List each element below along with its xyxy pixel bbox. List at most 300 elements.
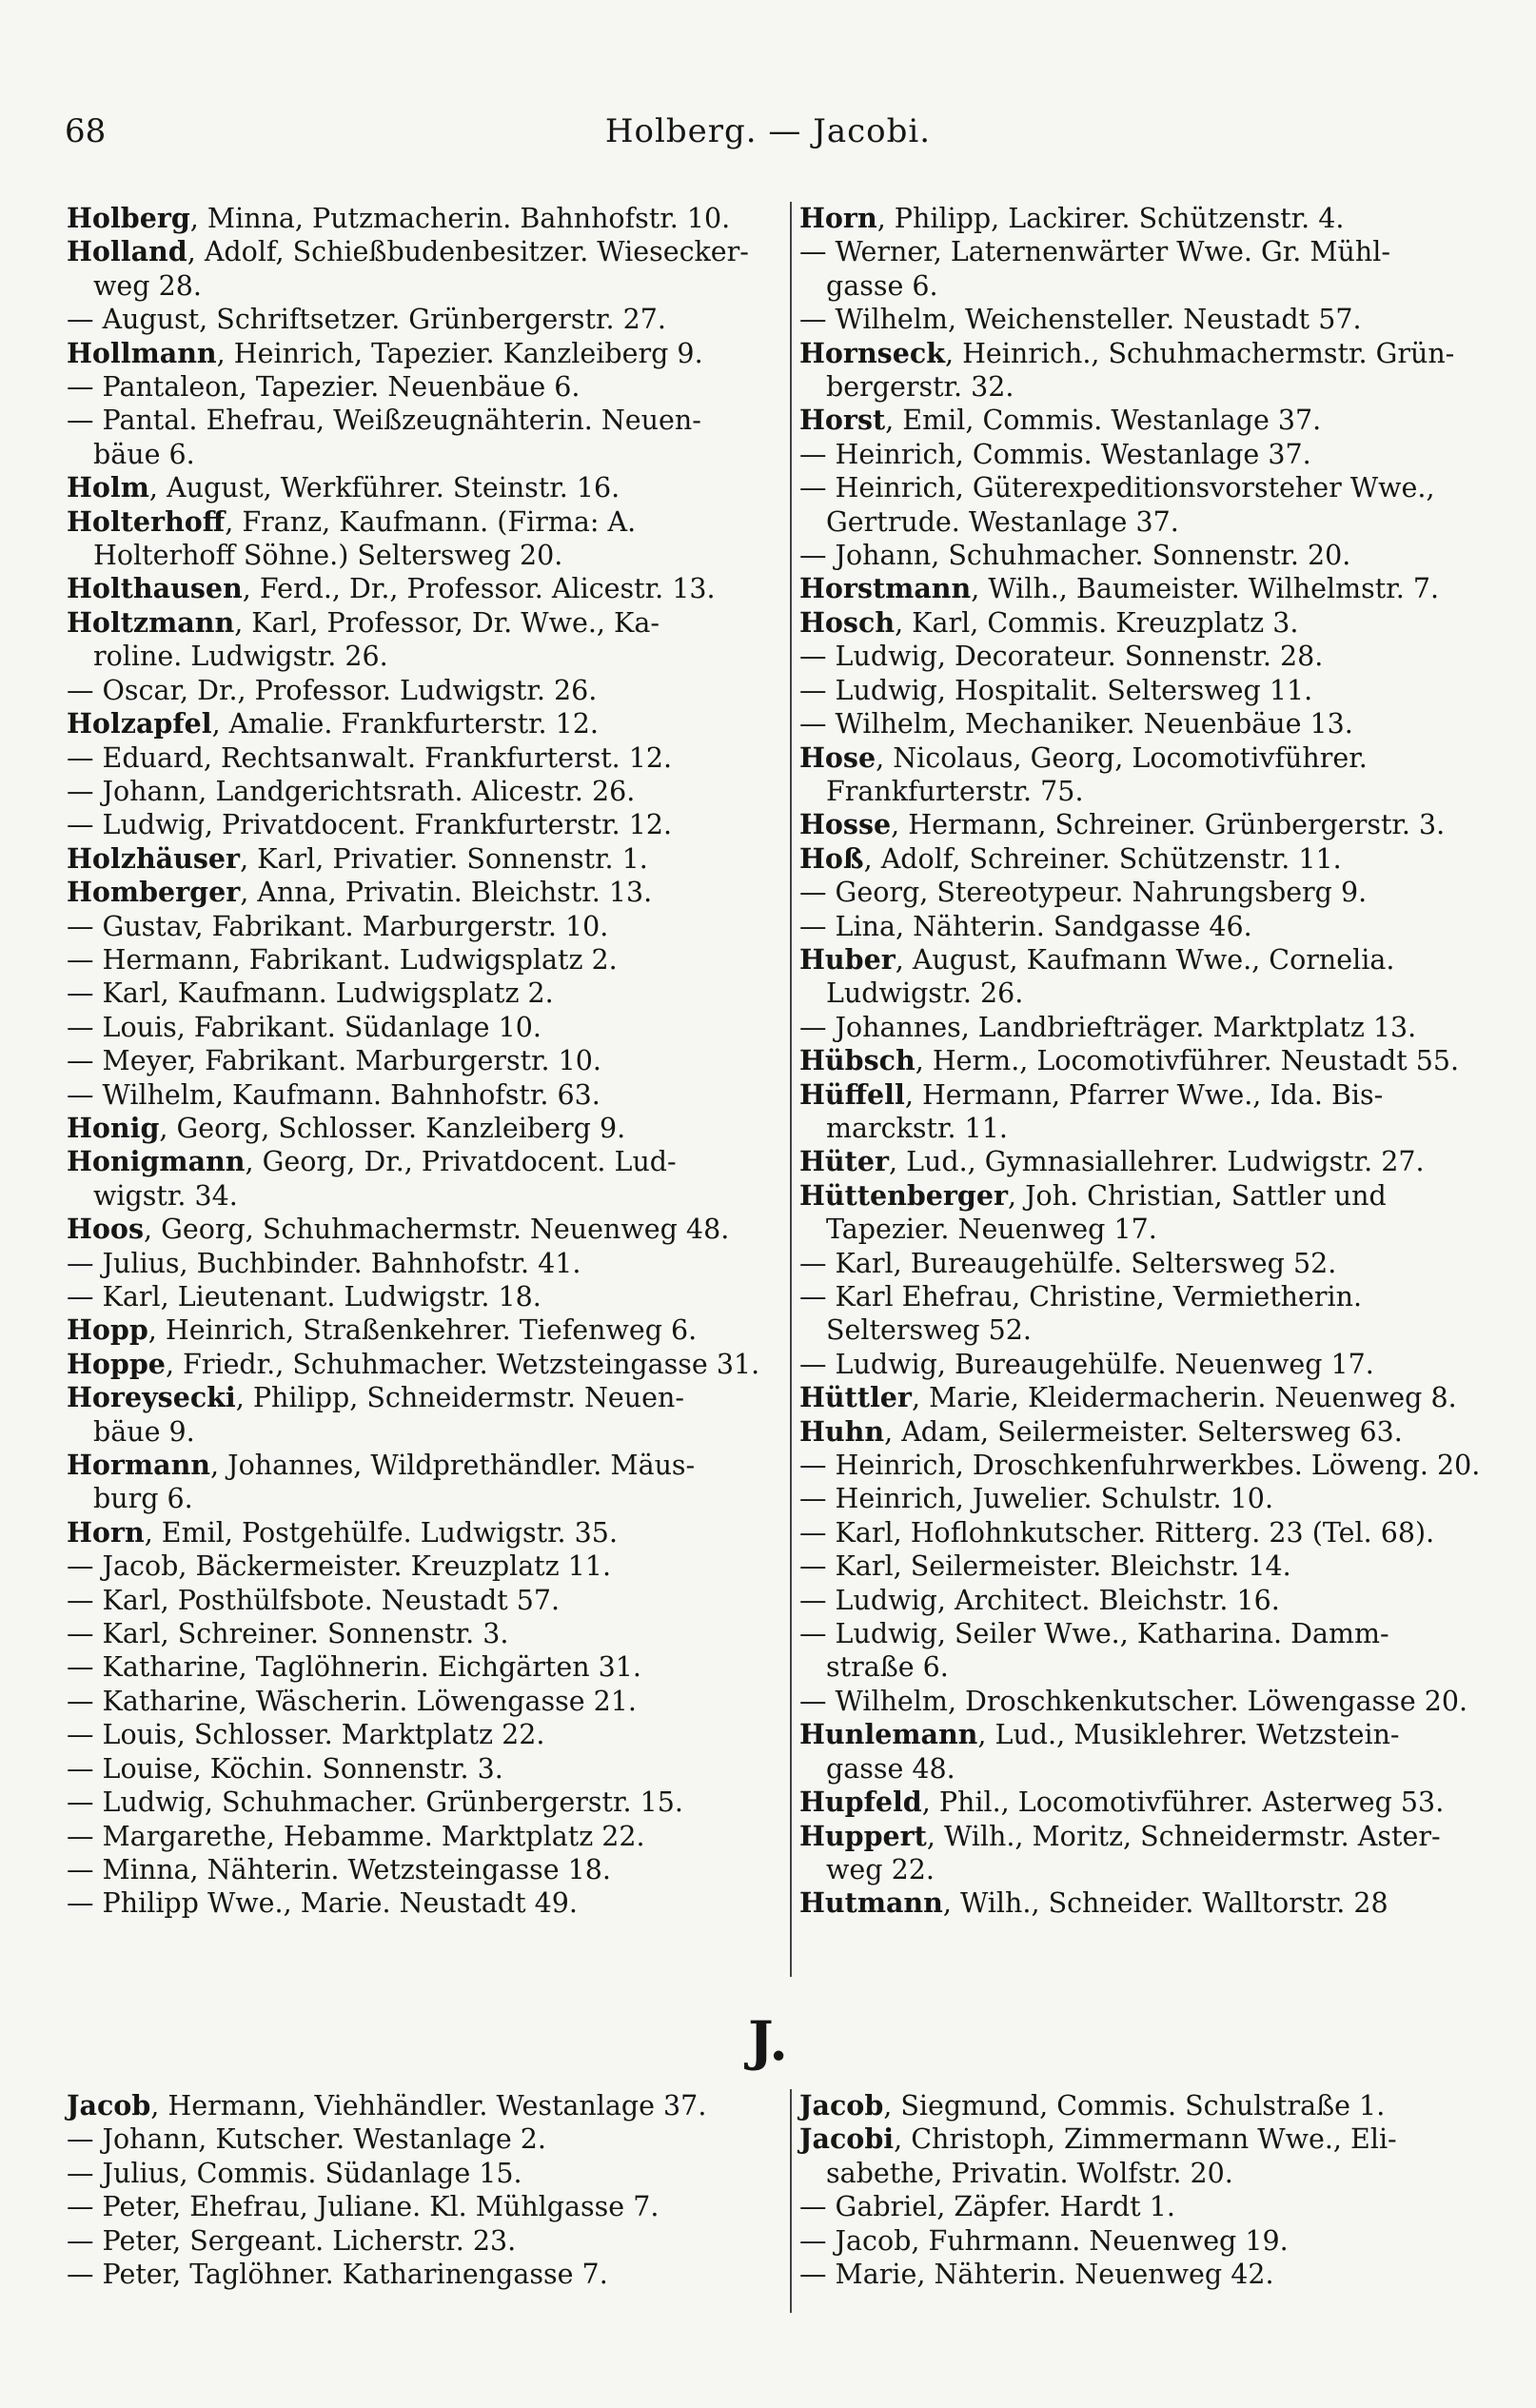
entry-line: [799, 2258, 1502, 2291]
entry-continuation: [67, 539, 782, 572]
entry-text: — Ludwig, Decorateur. Sonnenstr. 28.: [799, 641, 1324, 673]
directory-entry: [799, 640, 1502, 673]
directory-entry: [799, 539, 1502, 572]
entry-line: [67, 741, 782, 775]
entry-line: [799, 1685, 1502, 1718]
directory-entry: [799, 1449, 1502, 1482]
directory-entry: [799, 572, 1502, 605]
surname: Horn: [67, 1515, 145, 1549]
entry-line: [799, 1280, 1502, 1313]
entry-text: — Karl, Posthülfsbote. Neustadt 57.: [67, 1584, 561, 1616]
directory-entry: [799, 1820, 1502, 1887]
entry-line: [67, 775, 782, 808]
entry-line: [67, 1685, 782, 1718]
entry-continuation: [799, 977, 1502, 1010]
directory-entry: [799, 2258, 1502, 2291]
entry-text: bergerstr. 32.: [826, 371, 1014, 404]
entry-text: , Hermann, Pfarrer Wwe., Ida. Bis-: [904, 1078, 1384, 1111]
directory-entry: [67, 572, 782, 605]
surname: Horstmann: [799, 572, 972, 605]
entry-line: [67, 977, 782, 1010]
entry-text: — Ludwig, Hospitalit. Seltersweg 11.: [799, 674, 1313, 706]
entry-line: [799, 1820, 1502, 1853]
entry-line: [67, 707, 782, 740]
entry-line: [67, 2122, 782, 2156]
entry-line: [799, 1011, 1502, 1044]
entry-text: — Karl, Bureaugehülfe. Seltersweg 52.: [799, 1247, 1337, 1279]
directory-entry: [67, 876, 782, 909]
entry-line: [67, 1820, 782, 1853]
surname: Hormann: [67, 1449, 211, 1482]
entry-text: — Katharine, Taglöhnerin. Eichgärten 31.: [67, 1651, 641, 1684]
surname: Hose: [799, 740, 876, 774]
entry-text: , Philipp, Schneidermstr. Neuen-: [235, 1382, 684, 1414]
entry-line: [67, 1786, 782, 1819]
column-divider-lower: [790, 2089, 792, 2313]
entry-line: [67, 1112, 782, 1145]
directory-entry: [67, 1044, 782, 1077]
entry-text: — Louise, Köchin. Sonnenstr. 3.: [67, 1752, 503, 1785]
entry-line: [799, 1247, 1502, 1280]
directory-entry: [799, 1179, 1502, 1247]
entry-text: — Pantal. Ehefrau, Weißzeugnähterin. Neuen-: [67, 405, 701, 437]
entry-text: — Heinrich, Juwelier. Schulstr. 10.: [799, 1483, 1273, 1515]
entry-line: [67, 303, 782, 336]
directory-entry: [67, 2089, 782, 2122]
directory-entry: [67, 910, 782, 943]
entry-line: [799, 1449, 1502, 1482]
entry-continuation: [67, 1179, 782, 1213]
directory-entry: [67, 1752, 782, 1786]
entry-line: [799, 404, 1502, 437]
entry-text: , Joh. Christian, Sattler und: [1007, 1179, 1387, 1212]
entry-continuation: [799, 1213, 1502, 1246]
entry-text: — Johannes, Landbriefträger. Marktplatz 13.: [799, 1011, 1417, 1043]
entry-text: , Wilh., Moritz, Schneidermstr. Aster-: [926, 1820, 1441, 1852]
entry-text: , Karl, Commis. Kreuzplatz 3.: [895, 606, 1299, 639]
directory-entry: [67, 977, 782, 1010]
entry-line: [799, 1044, 1502, 1077]
directory-entry: [799, 1584, 1502, 1617]
directory-entry: [799, 1011, 1502, 1044]
entry-line: [67, 235, 782, 268]
entry-text: — Heinrich, Güterexpeditionsvorsteher Wwe.,: [799, 472, 1435, 504]
directory-entry: [799, 2122, 1502, 2190]
surname: Hoppe: [67, 1347, 166, 1380]
directory-entry: [799, 1482, 1502, 1515]
entry-line: [67, 202, 782, 235]
entry-line: [799, 741, 1502, 775]
directory-entry: [67, 1078, 782, 1112]
entry-line: [799, 1584, 1502, 1617]
surname: Holtzmann: [67, 605, 235, 639]
entry-continuation: [799, 370, 1502, 404]
entry-line: [67, 572, 782, 605]
surname: Hüter: [799, 1145, 889, 1178]
entry-continuation: [799, 2157, 1502, 2190]
entry-text: — Ludwig, Schuhmacher. Grünbergerstr. 15.: [67, 1786, 683, 1819]
entry-text: weg 22.: [826, 1853, 935, 1885]
entry-continuation: [67, 1415, 782, 1449]
entry-text: sabethe, Privatin. Wolfstr. 20.: [826, 2157, 1233, 2189]
directory-entry: [799, 1247, 1502, 1280]
entry-line: [67, 404, 782, 437]
entry-line: [67, 471, 782, 504]
entry-line: [67, 2157, 782, 2190]
page-number: 68: [65, 112, 107, 150]
entry-text: — Meyer, Fabrikant. Marburgerstr. 10.: [67, 1045, 601, 1077]
directory-entry: [67, 1313, 782, 1347]
directory-entry: [67, 1213, 782, 1246]
entry-text: — Oscar, Dr., Professor. Ludwigstr. 26.: [67, 674, 598, 706]
entry-continuation: [799, 505, 1502, 539]
surname: Hornseck: [799, 336, 945, 369]
directory-entry: [67, 202, 782, 235]
directory-entry: [67, 1449, 782, 1516]
entry-text: — Werner, Laternenwärter Wwe. Gr. Mühl-: [799, 236, 1390, 268]
entry-line: [799, 2190, 1502, 2223]
entry-text: , Anna, Privatin. Bleichstr. 13.: [240, 877, 653, 909]
directory-entry: [799, 1549, 1502, 1583]
directory-entry: [67, 404, 782, 471]
directory-entry: [799, 1886, 1502, 1920]
entry-line: [67, 1718, 782, 1751]
entry-text: — Julius, Buchbinder. Bahnhofstr. 41.: [67, 1247, 581, 1279]
directory-entry: [67, 1853, 782, 1886]
directory-entry: [67, 370, 782, 404]
directory-entry: [67, 1820, 782, 1853]
page-header: [0, 112, 1536, 160]
entry-text: — Karl, Schreiner. Sonnenstr. 3.: [67, 1618, 509, 1650]
entry-line: [799, 707, 1502, 740]
surname: Horst: [799, 404, 886, 437]
directory-entry: [799, 2089, 1502, 2122]
entry-line: [799, 1516, 1502, 1549]
entry-text: , Ferd., Dr., Professor. Alicestr. 13.: [242, 573, 716, 605]
directory-entry: [67, 235, 782, 303]
entry-line: [799, 1381, 1502, 1414]
entry-line: [67, 505, 782, 539]
entry-continuation: [67, 438, 782, 471]
entry-text: , Philipp, Lackirer. Schützenstr. 4.: [876, 203, 1345, 234]
surname: Hutmann: [799, 1886, 943, 1920]
entry-text: , August, Kaufmann Wwe., Cornelia.: [895, 943, 1395, 976]
surname: Hüttenberger: [799, 1178, 1008, 1212]
directory-entry: [799, 1145, 1502, 1178]
entry-text: roline. Ludwigstr. 26.: [93, 641, 388, 673]
directory-entry: [799, 1381, 1502, 1414]
directory-entry: [67, 741, 782, 775]
entry-text: , Emil, Postgehülfe. Ludwigstr. 35.: [144, 1516, 619, 1549]
entry-text: — Ludwig, Bureaugehülfe. Neuenweg 17.: [799, 1348, 1374, 1380]
entry-text: , Marie, Kleidermacherin. Neuenweg 8.: [911, 1382, 1457, 1414]
surname: Hollmann: [67, 336, 217, 369]
entry-line: [799, 471, 1502, 504]
entry-text: Tapezier. Neuenweg 17.: [826, 1214, 1157, 1246]
directory-entry: [799, 1786, 1502, 1819]
directory-entry: [799, 606, 1502, 640]
entry-line: [67, 1145, 782, 1178]
directory-entry: [799, 1617, 1502, 1685]
entry-text: Ludwigstr. 26.: [826, 977, 1024, 1010]
entry-text: — Heinrich, Commis. Westanlage 37.: [799, 438, 1311, 470]
surname: Homberger: [67, 876, 241, 909]
surname: Hüffell: [799, 1077, 905, 1111]
directory-entry: [67, 2122, 782, 2156]
entry-continuation: [799, 1313, 1502, 1347]
directory-entry: [67, 2224, 782, 2258]
entry-text: — Karl, Lieutenant. Ludwigstr. 18.: [67, 1281, 542, 1313]
surname: Holterhoff: [67, 504, 226, 538]
entry-text: , Georg, Schlosser. Kanzleiberg 9.: [159, 1112, 626, 1144]
entry-line: [799, 438, 1502, 471]
entry-text: , Friedr., Schuhmacher. Wetzsteingasse 31.: [165, 1348, 760, 1380]
directory-entry: [67, 1112, 782, 1145]
entry-text: , Karl, Privatier. Sonnenstr. 1.: [240, 842, 648, 875]
entry-text: , Heinrich, Straßenkehrer. Tiefenweg 6.: [148, 1314, 698, 1347]
surname: Holberg: [67, 202, 190, 234]
entry-line: [799, 674, 1502, 707]
directory-entry: [799, 943, 1502, 1011]
directory-entry: [67, 1516, 782, 1549]
entry-line: [67, 1886, 782, 1920]
directory-entry: [67, 943, 782, 977]
entry-line: [67, 876, 782, 909]
surname: Horeysecki: [67, 1381, 236, 1414]
entry-line: [799, 539, 1502, 572]
surname: Jacobi: [799, 2122, 895, 2156]
entry-line: [67, 1381, 782, 1414]
directory-entry: [799, 741, 1502, 809]
entry-text: — Karl, Hoflohnkutscher. Ritterg. 23 (Tel. 68).: [799, 1516, 1435, 1549]
surname: Holzhäuser: [67, 841, 241, 875]
entry-text: , Lud., Musiklehrer. Wetzstein-: [977, 1719, 1400, 1751]
directory-entry: [67, 1145, 782, 1213]
directory-entry: [799, 1685, 1502, 1718]
entry-line: [67, 674, 782, 707]
directory-entry: [67, 808, 782, 841]
directory-entry: [799, 1044, 1502, 1077]
entry-line: [67, 943, 782, 977]
entry-line: [799, 808, 1502, 841]
entry-line: [67, 370, 782, 404]
directory-entry: [67, 337, 782, 370]
entry-text: — Katharine, Wäscherin. Löwengasse 21.: [67, 1685, 637, 1717]
directory-entry: [67, 1549, 782, 1583]
directory-entry: [799, 1718, 1502, 1786]
directory-entry: [799, 910, 1502, 943]
surname: Hunlemann: [799, 1718, 978, 1751]
entry-line: [799, 1179, 1502, 1213]
entry-line: [799, 1078, 1502, 1112]
entry-text: — Ludwig, Architect. Bleichstr. 16.: [799, 1584, 1280, 1616]
entry-text: wigstr. 34.: [93, 1179, 238, 1212]
directory-entry: [799, 1516, 1502, 1549]
entry-text: — Julius, Commis. Südanlage 15.: [67, 2157, 522, 2189]
entry-line: [799, 303, 1502, 336]
directory-entry: [799, 1280, 1502, 1348]
entry-line: [67, 1078, 782, 1112]
directory-entry: [799, 337, 1502, 405]
entry-text: , Minna, Putzmacherin. Bahnhofstr. 10.: [189, 203, 731, 234]
entry-line: [67, 910, 782, 943]
directory-entry: [799, 707, 1502, 740]
entry-text: gasse 6.: [826, 269, 938, 302]
entry-text: — Louis, Schlosser. Marktplatz 22.: [67, 1719, 545, 1751]
entry-text: , August, Werkführer. Steinstr. 16.: [148, 472, 620, 504]
entry-text: — Gustav, Fabrikant. Marburgerstr. 10.: [67, 910, 609, 942]
entry-text: — Louis, Fabrikant. Südanlage 10.: [67, 1011, 542, 1043]
entry-text: — Wilhelm, Mechaniker. Neuenbäue 13.: [799, 708, 1353, 740]
entry-text: — Philipp Wwe., Marie. Neustadt 49.: [67, 1887, 578, 1920]
entry-line: [799, 337, 1502, 370]
entry-continuation: [67, 269, 782, 303]
directory-entry: [67, 1685, 782, 1718]
entry-text: , Adolf, Schießbudenbesitzer. Wiesecker-: [187, 236, 749, 268]
surname: Honigmann: [67, 1145, 246, 1178]
directory-entry: [799, 1415, 1502, 1449]
entry-line: [67, 2224, 782, 2258]
entry-line: [67, 1549, 782, 1583]
running-title: Holberg. — Jacobi.: [604, 112, 932, 150]
surname: Horn: [799, 202, 877, 234]
entry-line: [799, 1415, 1502, 1449]
surname: Jacob: [799, 2089, 884, 2122]
entry-text: — Lina, Nähterin. Sandgasse 46.: [799, 910, 1252, 942]
entry-line: [67, 2190, 782, 2223]
surname: Hübsch: [799, 1044, 916, 1077]
entry-line: [67, 2089, 782, 2122]
entry-line: [799, 2224, 1502, 2258]
entry-text: — Marie, Nähterin. Neuenweg 42.: [799, 2259, 1274, 2291]
entry-text: — Gabriel, Zäpfer. Hardt 1.: [799, 2191, 1175, 2223]
entry-line: [799, 235, 1502, 268]
directory-entry: [67, 1348, 782, 1381]
entry-continuation: [799, 1650, 1502, 1684]
entry-continuation: [799, 1112, 1502, 1145]
directory-entry: [799, 674, 1502, 707]
entry-text: , Wilh., Schneider. Walltorstr. 28: [942, 1887, 1388, 1920]
entry-text: burg 6.: [93, 1483, 193, 1515]
directory-entry: [67, 1786, 782, 1819]
entry-text: — Hermann, Fabrikant. Ludwigsplatz 2.: [67, 943, 618, 976]
entry-continuation: [799, 775, 1502, 808]
entry-text: — Ludwig, Privatdocent. Frankfurterstr. 12.: [67, 809, 673, 841]
directory-entry: [799, 2224, 1502, 2258]
entry-line: [67, 1617, 782, 1650]
entry-text: — Jacob, Bäckermeister. Kreuzplatz 11.: [67, 1550, 612, 1583]
entry-text: , Georg, Schuhmachermstr. Neuenweg 48.: [144, 1214, 730, 1246]
entry-text: gasse 48.: [826, 1752, 955, 1785]
entry-line: [799, 1786, 1502, 1819]
surname: Hupfeld: [799, 1786, 922, 1819]
entry-continuation: [799, 269, 1502, 303]
directory-entry: [67, 1584, 782, 1617]
directory-entry: [67, 1650, 782, 1684]
entry-text: — Wilhelm, Droschkenkutscher. Löwengasse 20.: [799, 1685, 1468, 1717]
directory-entry: [67, 2190, 782, 2223]
directory-entry: [799, 2190, 1502, 2223]
entry-text: , Lud., Gymnasiallehrer. Ludwigstr. 27.: [888, 1146, 1425, 1178]
entry-line: [799, 1482, 1502, 1515]
directory-entry: [67, 842, 782, 876]
entry-text: — Wilhelm, Weichensteller. Neustadt 57.: [799, 304, 1362, 336]
entry-text: , Herm., Locomotivführer. Neustadt 55.: [915, 1045, 1460, 1077]
entry-text: — Wilhelm, Kaufmann. Bahnhofstr. 63.: [67, 1078, 601, 1111]
entry-text: — Karl, Kaufmann. Ludwigsplatz 2.: [67, 977, 554, 1010]
entry-line: [67, 337, 782, 370]
entry-text: , Siegmund, Commis. Schulstraße 1.: [883, 2090, 1386, 2122]
entry-text: , Georg, Dr., Privatdocent. Lud-: [245, 1146, 677, 1178]
entry-text: , Wilh., Baumeister. Wilhelmstr. 7.: [971, 573, 1440, 605]
entry-line: [67, 2258, 782, 2291]
entry-continuation: [67, 1482, 782, 1515]
entry-line: [799, 606, 1502, 640]
entry-text: , Heinrich., Schuhmachermstr. Grün-: [944, 337, 1455, 369]
entry-text: — Margarethe, Hebamme. Marktplatz 22.: [67, 1820, 645, 1852]
entry-text: , Christoph, Zimmermann Wwe., Eli-: [894, 2123, 1397, 2156]
entry-line: [67, 842, 782, 876]
entry-line: [799, 943, 1502, 977]
surname: Hüttler: [799, 1381, 912, 1414]
entry-text: , Emil, Commis. Westanlage 37.: [885, 405, 1322, 437]
entry-text: , Karl, Professor, Dr. Wwe., Ka-: [234, 606, 660, 639]
entry-line: [67, 1280, 782, 1313]
entry-text: , Phil., Locomotivführer. Asterweg 53.: [921, 1786, 1445, 1819]
column-3: [67, 2089, 782, 2291]
entry-line: [67, 1348, 782, 1381]
surname: Holm: [67, 471, 149, 504]
directory-entry: [67, 505, 782, 573]
directory-entry: [799, 471, 1502, 539]
entry-line: [799, 2089, 1502, 2122]
directory-entry: [67, 1718, 782, 1751]
directory-entry: [799, 202, 1502, 235]
column-1: [67, 202, 782, 1921]
column-divider: [790, 202, 792, 1977]
directory-entry: [799, 235, 1502, 303]
directory-entry: [67, 1617, 782, 1650]
entry-text: Seltersweg 52.: [826, 1314, 1032, 1347]
entry-line: [799, 1348, 1502, 1381]
directory-entry: [67, 606, 782, 674]
entry-text: , Nicolaus, Georg, Locomotivführer.: [876, 741, 1368, 774]
entry-text: — Georg, Stereotypeur. Nahrungsberg 9.: [799, 877, 1368, 909]
entry-text: — Karl, Seilermeister. Bleichstr. 14.: [799, 1550, 1291, 1583]
entry-continuation: [799, 1752, 1502, 1786]
entry-line: [67, 1011, 782, 1044]
entry-line: [67, 606, 782, 640]
directory-entry: [799, 438, 1502, 471]
surname: Holland: [67, 235, 187, 268]
entry-line: [799, 1145, 1502, 1178]
entry-text: Frankfurterstr. 75.: [826, 775, 1084, 807]
entry-text: — Jacob, Fuhrmann. Neuenweg 19.: [799, 2224, 1289, 2257]
entry-line: [67, 1752, 782, 1786]
entry-text: marckstr. 11.: [826, 1112, 1008, 1144]
directory-entry: [799, 842, 1502, 876]
surname: Holzapfel: [67, 707, 212, 740]
entry-line: [799, 876, 1502, 909]
surname: Hosch: [799, 605, 896, 639]
entry-text: bäue 9.: [93, 1415, 195, 1448]
surname: Huhn: [799, 1414, 885, 1448]
entry-continuation: [67, 640, 782, 673]
entry-text: Holterhoff Söhne.) Seltersweg 20.: [93, 540, 563, 572]
directory-entry: [67, 1381, 782, 1449]
entry-line: [67, 1044, 782, 1077]
entry-text: weg 28.: [93, 269, 202, 302]
